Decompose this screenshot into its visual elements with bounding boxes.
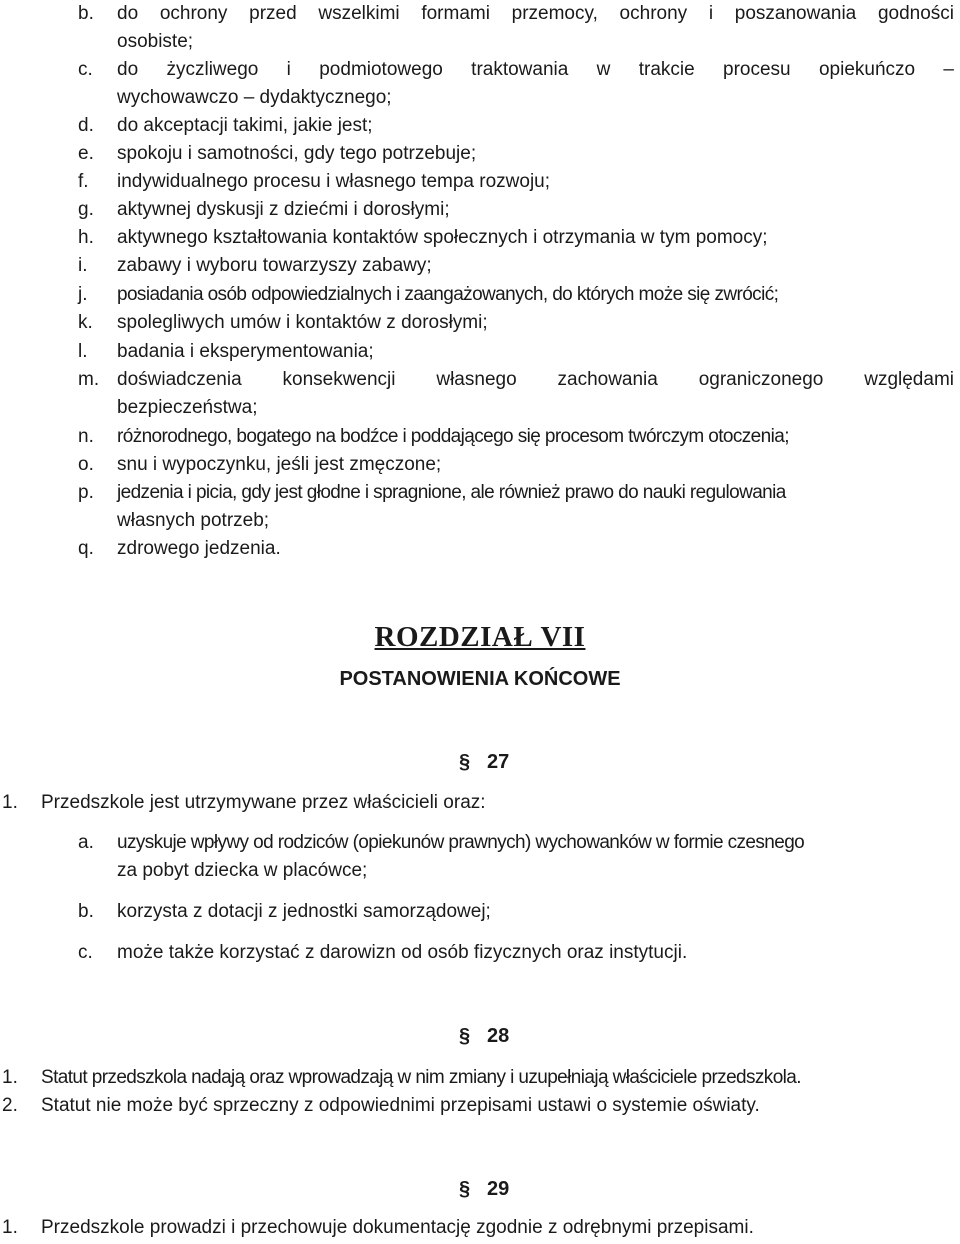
list-marker: h. bbox=[78, 227, 94, 248]
section-symbol: § bbox=[459, 1025, 471, 1047]
list-item-g bbox=[78, 196, 954, 224]
list-marker: q. bbox=[78, 538, 94, 559]
list-marker: p. bbox=[78, 482, 94, 503]
list-text-line: własnych potrzeb; bbox=[117, 510, 270, 531]
paragraph-marker: 1. bbox=[2, 792, 18, 813]
list-text: do akceptacji takimi, jakie jest; bbox=[117, 115, 373, 136]
list-item-m-cont bbox=[78, 394, 954, 422]
list-marker: f. bbox=[78, 171, 89, 192]
section-number: 28 bbox=[487, 1025, 510, 1047]
list-marker: l. bbox=[78, 341, 88, 362]
list-text-line: bezpieczeństwa; bbox=[117, 397, 258, 418]
paragraph-29-1 bbox=[2, 1214, 956, 1242]
paragraph-marker: 2. bbox=[2, 1095, 18, 1116]
list-marker: d. bbox=[78, 115, 94, 136]
list-text: zabawy i wyboru towarzyszy zabawy; bbox=[117, 255, 432, 276]
list-text-line: doświadczenia konsekwencji własnego zachowania ograniczonego względami bbox=[117, 369, 954, 390]
list-item-b bbox=[78, 0, 954, 28]
list-item-c-cont bbox=[78, 84, 954, 112]
list-item-j bbox=[78, 281, 954, 309]
section-number: 27 bbox=[487, 751, 510, 773]
list-marker: a. bbox=[78, 832, 94, 853]
list-marker: n. bbox=[78, 426, 94, 447]
list-text: posiadania osób odpowiedzialnych i zaangażowanych, do których może się zwrócić; bbox=[117, 284, 779, 305]
list-text: spokoju i samotności, gdy tego potrzebuje; bbox=[117, 143, 477, 164]
list-item-e bbox=[78, 140, 954, 168]
paragraph-text: Statut nie może być sprzeczny z odpowiednimi przepisami ustawi o systemie oświaty. bbox=[41, 1095, 760, 1116]
paragraph-27-1 bbox=[2, 789, 956, 817]
list-marker: k. bbox=[78, 312, 93, 333]
list-item-27-a-cont bbox=[78, 857, 954, 885]
list-item-m bbox=[78, 366, 954, 394]
list-item-h bbox=[78, 224, 954, 252]
list-text: indywidualnego procesu i własnego tempa rozwoju; bbox=[117, 171, 551, 192]
list-text: aktywnego kształtowania kontaktów społecznych i otrzymania w tym pomocy; bbox=[117, 227, 768, 248]
list-marker: i. bbox=[78, 255, 88, 276]
list-text: badania i eksperymentowania; bbox=[117, 341, 374, 362]
list-text-line: do życzliwego i podmiotowego traktowania w trakcie procesu opiekuńczo – bbox=[117, 59, 954, 80]
list-item-k bbox=[78, 309, 954, 337]
paragraph-28-1 bbox=[2, 1064, 956, 1092]
list-text-line: wychowawczo – dydaktycznego; bbox=[117, 87, 392, 108]
list-text-line: jedzenia i picia, gdy jest głodne i spragnione, ale również prawo do nauki regulowania bbox=[117, 482, 786, 503]
list-item-27-c bbox=[78, 939, 954, 967]
list-text: korzysta z dotacji z jednostki samorządowej; bbox=[117, 901, 491, 922]
list-item-27-a bbox=[78, 829, 954, 857]
paragraph-marker: 1. bbox=[2, 1067, 18, 1088]
list-marker: b. bbox=[78, 901, 94, 922]
section-heading-27 bbox=[459, 747, 509, 777]
list-text: może także korzystać z darowizn od osób fizycznych oraz instytucji. bbox=[117, 942, 688, 963]
paragraph-text: Przedszkole prowadzi i przechowuje dokumentację zgodnie z odrębnymi przepisami. bbox=[41, 1217, 754, 1238]
list-item-27-b bbox=[78, 898, 954, 926]
list-marker: g. bbox=[78, 199, 94, 220]
list-item-b-cont bbox=[78, 28, 954, 56]
list-text: snu i wypoczynku, jeśli jest zmęczone; bbox=[117, 454, 442, 475]
list-item-p-cont bbox=[78, 507, 954, 535]
list-text-line: za pobyt dziecka w placówce; bbox=[117, 860, 368, 881]
list-text-line: osobiste; bbox=[117, 31, 194, 52]
section-symbol: § bbox=[459, 751, 471, 773]
list-item-p bbox=[78, 479, 954, 507]
list-text: spolegliwych umów i kontaktów z dorosłymi; bbox=[117, 312, 488, 333]
section-heading-28 bbox=[459, 1021, 509, 1051]
list-marker: o. bbox=[78, 454, 94, 475]
chapter-subtitle: POSTANOWIENIA KOŃCOWE bbox=[339, 668, 621, 690]
list-item-l bbox=[78, 338, 954, 366]
list-text: różnorodnego, bogatego na bodźce i poddającego się procesom twórczym otoczenia; bbox=[117, 426, 789, 447]
list-marker: c. bbox=[78, 942, 93, 963]
list-item-q bbox=[78, 535, 954, 563]
list-item-f bbox=[78, 168, 954, 196]
paragraph-28-2 bbox=[2, 1092, 956, 1120]
section-symbol: § bbox=[459, 1178, 471, 1200]
list-item-c bbox=[78, 56, 954, 84]
list-marker: c. bbox=[78, 59, 93, 80]
list-item-n bbox=[78, 423, 954, 451]
list-item-o bbox=[78, 451, 954, 479]
list-marker: m. bbox=[78, 369, 100, 390]
paragraph-marker: 1. bbox=[2, 1217, 18, 1238]
list-marker: e. bbox=[78, 143, 94, 164]
list-text: zdrowego jedzenia. bbox=[117, 538, 281, 559]
list-text-line: do ochrony przed wszelkimi formami przemocy, ochrony i poszanowania godności bbox=[117, 3, 954, 24]
list-item-d bbox=[78, 112, 954, 140]
paragraph-text: Przedszkole jest utrzymywane przez właścicieli oraz: bbox=[41, 792, 486, 813]
list-marker: b. bbox=[78, 3, 94, 24]
paragraph-text: Statut przedszkola nadają oraz wprowadzają w nim zmiany i uzupełniają właściciele przedszkola. bbox=[41, 1067, 801, 1088]
section-number: 29 bbox=[487, 1178, 510, 1200]
list-marker: j. bbox=[78, 284, 88, 305]
list-text-line: uzyskuje wpływy od rodziców (opiekunów prawnych) wychowanków w formie czesnego bbox=[117, 832, 805, 853]
list-text: aktywnej dyskusji z dziećmi i dorosłymi; bbox=[117, 199, 450, 220]
section-heading-29 bbox=[459, 1174, 509, 1204]
chapter-title: ROZDZIAŁ VII bbox=[374, 621, 586, 653]
list-item-i bbox=[78, 252, 954, 280]
